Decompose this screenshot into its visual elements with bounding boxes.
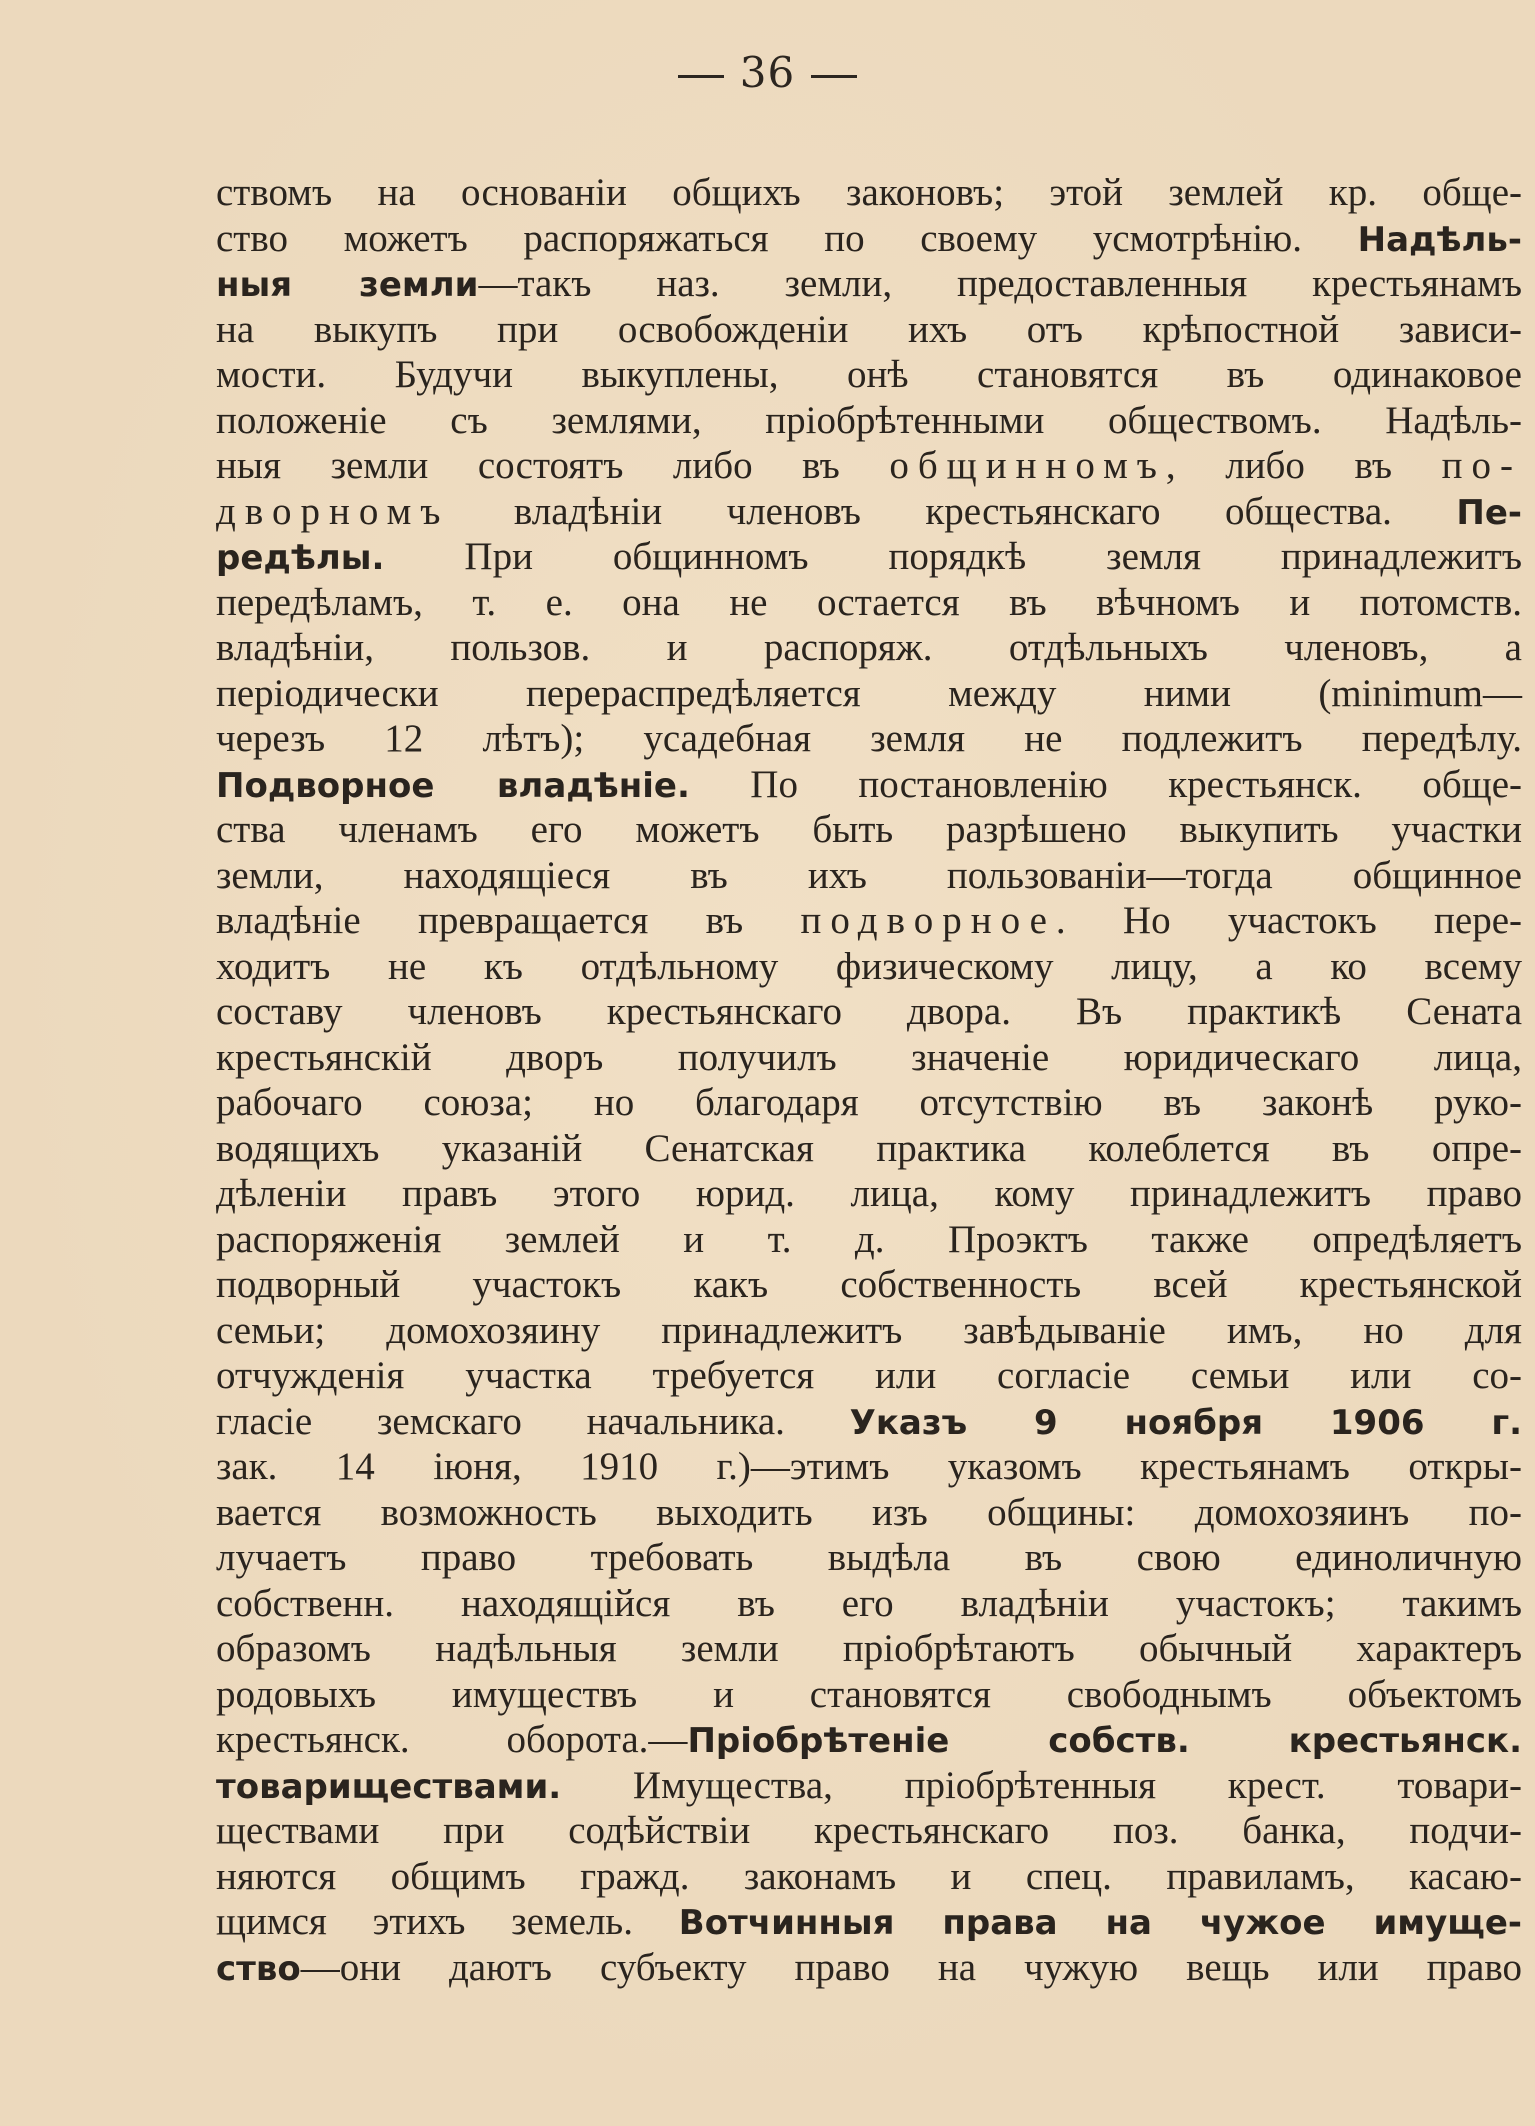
text-run: дѣленіи правъ этого юрид. лица, кому принадлежитъ право	[216, 1172, 1522, 1215]
text-line	[216, 1080, 1522, 1126]
text-line	[216, 1717, 1522, 1763]
text-run: При общинномъ порядкѣ земля принадлежитъ	[384, 535, 1522, 578]
bold-term: редѣлы.	[216, 538, 385, 578]
text-run: земли, находящіеся въ ихъ пользованіи—тогда общинное	[216, 853, 1522, 897]
text-run: собственн. находящійся въ его владѣніи участокъ; такимъ	[216, 1581, 1522, 1625]
text-run: владѣніе превращается въ	[216, 899, 801, 942]
text-line	[216, 1854, 1522, 1900]
text-run: ходитъ не къ отдѣльному физическому лицу, а ко всему	[216, 944, 1522, 988]
text-run: ществами при содѣйствіи крестьянскаго поз. банка, подчи-	[216, 1809, 1522, 1852]
text-line	[216, 1945, 1522, 1991]
text-run: отчужденія участка требуется или согласіе семьи или со-	[216, 1354, 1522, 1397]
bold-term: Подворное владѣніе.	[216, 765, 690, 806]
bold-term: товариществами.	[216, 1766, 562, 1807]
text-line	[216, 1763, 1522, 1809]
page-number-header	[0, 48, 1535, 97]
text-run: мости. Будучи выкуплены, онѣ становятся въ одинаковое	[216, 353, 1522, 396]
text-line	[216, 261, 1522, 307]
bold-term: Указъ 9 ноября 1906 г.	[849, 1402, 1523, 1443]
text-run: образомъ надѣльныя земли пріобрѣтаютъ обычный характеръ	[216, 1627, 1522, 1670]
text-run: Имущества, пріобрѣтенныя крест. товари-	[561, 1763, 1522, 1807]
text-run: щимся этихъ земель.	[216, 1900, 679, 1943]
text-run: крестьянскій дворъ получилъ значеніе юридическаго лица,	[216, 1035, 1522, 1079]
text-line	[216, 398, 1522, 444]
text-run: ство можетъ распоряжаться по своему усмотрѣнію.	[216, 216, 1358, 260]
bold-term: Пріобрѣтеніе собств. крестьянск.	[687, 1721, 1522, 1761]
spaced-term: общинномъ	[889, 444, 1166, 487]
text-run: ныя земли состоятъ либо въ	[216, 444, 890, 487]
text-run: гласіе земскаго начальника.	[216, 1399, 850, 1443]
text-run: владѣніи членовъ крестьянскаго общества.	[449, 489, 1457, 533]
text-line	[216, 1626, 1522, 1672]
bold-term: Надѣль-	[1357, 219, 1522, 260]
page-number-dash-left	[678, 75, 724, 78]
text-run: ствомъ на основаніи общихъ законовъ; этой землей кр. обще-	[216, 171, 1522, 214]
text-line	[216, 1444, 1522, 1490]
text-line	[216, 716, 1522, 762]
spaced-term: по-	[1441, 444, 1522, 487]
text-line	[216, 1808, 1522, 1854]
text-run: По постановленію крестьянск. обще-	[689, 762, 1522, 806]
text-line	[216, 1171, 1522, 1217]
text-line	[216, 1262, 1522, 1308]
text-run: составу членовъ крестьянскаго двора. Въ практикѣ Сената	[216, 990, 1522, 1033]
text-line	[216, 944, 1522, 990]
text-line	[216, 1308, 1522, 1354]
text-run: лучаетъ право требовать выдѣла въ свою единоличную	[216, 1536, 1522, 1579]
text-line	[216, 307, 1522, 353]
text-line	[216, 489, 1522, 535]
text-run: родовыхъ имуществъ и становятся свободнымъ объектомъ	[216, 1672, 1522, 1716]
bold-term: ство	[216, 1948, 301, 1989]
body-text	[216, 170, 1522, 1990]
page-number: 36	[739, 48, 796, 97]
text-line	[216, 1035, 1522, 1081]
text-run: , либо въ	[1165, 444, 1442, 487]
text-run: . Но участокъ пере-	[1055, 899, 1522, 942]
text-line	[216, 625, 1522, 671]
text-line	[216, 534, 1522, 580]
text-run: зак. 14 іюня, 1910 г.)—этимъ указомъ крестьянамъ откры-	[216, 1445, 1522, 1488]
text-line	[216, 989, 1522, 1035]
text-line	[216, 807, 1522, 853]
text-line	[216, 580, 1522, 626]
text-line	[216, 443, 1522, 489]
text-run: семьи; домохозяину принадлежитъ завѣдываніе имъ, но для	[216, 1308, 1522, 1352]
text-line	[216, 1672, 1522, 1718]
text-run: періодически перераспредѣляется между ними (minimum—	[216, 671, 1522, 715]
text-line	[216, 1217, 1522, 1263]
text-line	[216, 1126, 1522, 1172]
text-line	[216, 1399, 1522, 1445]
text-run: няются общимъ гражд. законамъ и спец. правиламъ, касаю-	[216, 1854, 1522, 1898]
text-run: рабочаго союза; но благодаря отсутствію въ законѣ руко-	[216, 1081, 1522, 1124]
page-number-dash-right	[811, 75, 857, 78]
text-run: —они даютъ субъекту право на чужую вещь или право	[300, 1945, 1522, 1989]
text-line	[216, 1899, 1522, 1945]
text-run: крестьянск. оборота.—	[216, 1718, 688, 1761]
text-line	[216, 1353, 1522, 1399]
text-line	[216, 671, 1522, 717]
bold-term: ныя земли	[216, 265, 479, 305]
text-line	[216, 762, 1522, 808]
text-run: черезъ 12 лѣтъ); усадебная земля не подлежитъ передѣлу.	[216, 717, 1522, 760]
text-run: водящихъ указаній Сенатская практика колеблется въ опре-	[216, 1126, 1522, 1170]
text-run: положеніе съ землями, пріобрѣтенными обществомъ. Надѣль-	[216, 398, 1522, 442]
text-run: ства членамъ его можетъ быть разрѣшено выкупить участки	[216, 808, 1522, 851]
bold-term: Вотчинныя права на чужое имуще-	[678, 1903, 1522, 1943]
text-line	[216, 1581, 1522, 1627]
text-run: распоряженія землей и т. д. Проэктъ также опредѣляетъ	[216, 1217, 1522, 1261]
text-run: —такъ наз. земли, предоставленныя крестьянамъ	[478, 262, 1522, 305]
text-run: подворный участокъ какъ собственность всей крестьянской	[216, 1263, 1522, 1306]
spaced-term: подворное	[800, 899, 1056, 942]
text-run: передѣламъ, т. е. она не остается въ вѣчномъ и потомств.	[216, 580, 1522, 624]
text-line	[216, 898, 1522, 944]
spaced-term: дворномъ	[216, 489, 450, 533]
text-run: вается возможность выходить изъ общины: домохозяинъ по-	[216, 1490, 1522, 1534]
text-line	[216, 216, 1522, 262]
text-run: на выкупъ при освобожденіи ихъ отъ крѣпостной зависи-	[216, 307, 1522, 351]
text-line	[216, 352, 1522, 398]
text-line	[216, 1535, 1522, 1581]
text-line	[216, 853, 1522, 899]
text-run: владѣніи, пользов. и распоряж. отдѣльныхъ членовъ, а	[216, 626, 1522, 669]
text-line	[216, 1490, 1522, 1536]
text-line	[216, 170, 1522, 216]
bold-term: Пе-	[1456, 492, 1522, 533]
